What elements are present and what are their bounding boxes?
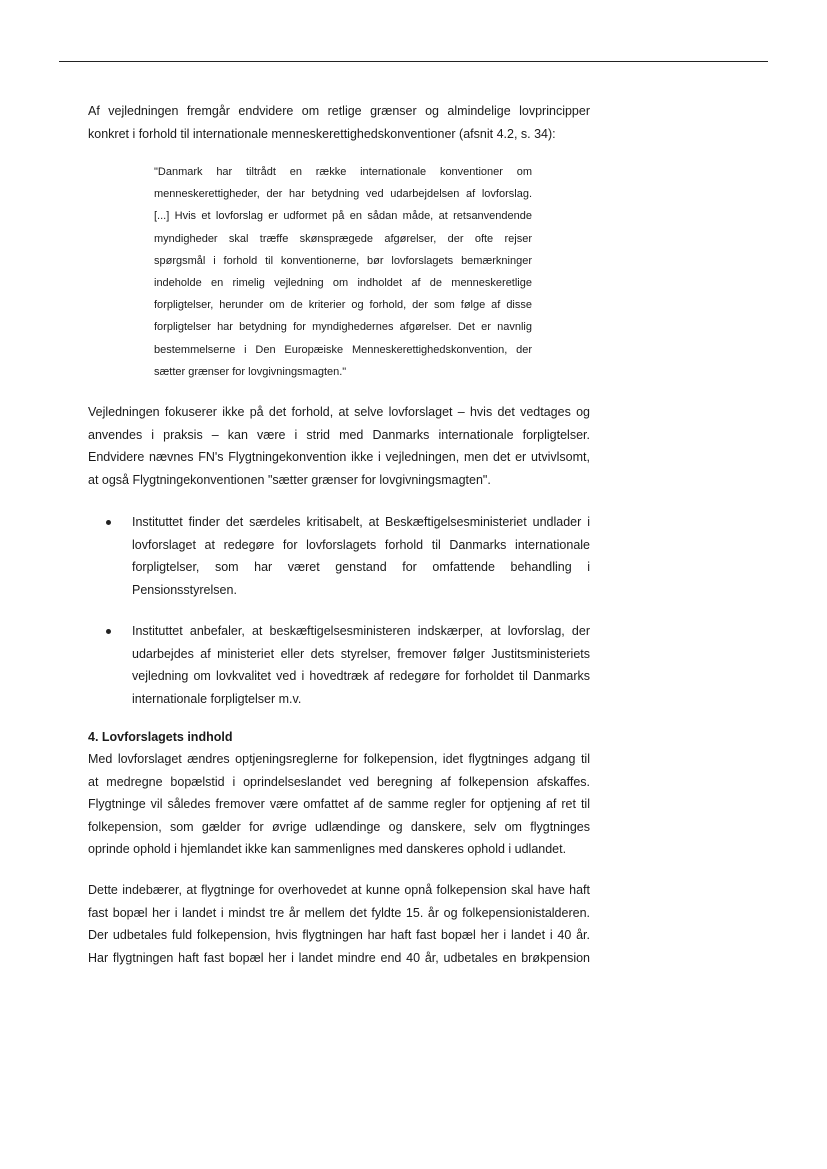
text-line: udarbejdes af ministeriet eller dets styrelser, fremover følger Justitsministeriets xyxy=(132,646,590,661)
text-line: Pensionsstyrelsen. xyxy=(132,582,237,597)
bullet-icon xyxy=(88,511,132,534)
block-quote xyxy=(154,161,532,383)
quote-line: bestemmelserne i Den Europæiske Menneskerettighedskonvention, der xyxy=(154,343,532,356)
paragraph-content xyxy=(88,748,590,861)
quote-line: forpligtelser, herunder om de kriterier og forhold, der som følge af disse xyxy=(154,299,532,312)
text-line: Dette indebærer, at flygtninge for overhovedet at kunne opnå folkepension skal have haft xyxy=(88,883,590,897)
text-line: folkepension, som gælder for øvrige udlændinge og danskere, selv om flygtninges xyxy=(88,819,590,834)
text-line: internationale forpligtelser m.v. xyxy=(132,691,302,706)
text-line: Med lovforslaget ændres optjeningsreglerne for folkepension, idet flygtninges adgang til xyxy=(88,752,590,766)
header-rule xyxy=(59,61,768,62)
text-line: Har flygtningen haft fast bopæl her i landet mindre end 40 år, udbetales en brøkpension xyxy=(88,950,590,965)
text-line: fast bopæl her i landet i mindst tre år mellem det fyldte 15. år og folkepensionistalderen. xyxy=(88,905,590,920)
text-line: Vejledningen fokuserer ikke på det forhold, at selve lovforslaget – hvis det vedtages og xyxy=(88,405,590,419)
text-line: konkret i forhold til internationale menneskerettighedskonventioner (afsnit 4.2, s. 34): xyxy=(88,126,556,141)
quote-line: myndigheder skal træffe skønsprægede afgørelser, der ofte rejser xyxy=(154,232,532,245)
text-line: Instituttet anbefaler, at beskæftigelsesministeren indskærper, at lovforslag, der xyxy=(132,624,590,638)
text-line: Instituttet finder det særdeles kritisabelt, at Beskæftigelsesministeriet undlader i xyxy=(132,515,590,529)
text-line: Der udbetales fuld folkepension, hvis flygtningen har haft fast bopæl her i landet i 40 år. xyxy=(88,928,590,942)
text-line: anvendes i praksis – kan være i strid med Danmarks internationale forpligtelser. xyxy=(88,427,590,442)
quote-line: [...] Hvis et lovforslag er udformet på en sådan måde, at retsanvendende xyxy=(154,210,532,223)
text-line: Flygtninge vil således fremover være omfattet af de samme regler for optjening af ret til xyxy=(88,797,590,811)
paragraph-implication xyxy=(88,879,590,969)
quote-line: spørgsmål i forhold til konventionerne, bør lovforslagets bemærkninger xyxy=(154,254,532,267)
section-heading: 4. Lovforslagets indhold xyxy=(88,730,233,744)
paragraph-guidance xyxy=(88,401,590,491)
bullet-item-recommendation xyxy=(88,620,590,710)
text-line: Endvidere nævnes FN's Flygtningekonvention ikke i vejledningen, men det er utvivlsomt, xyxy=(88,450,590,464)
quote-line: sætter grænser for lovgivningsmagten." xyxy=(154,365,347,378)
paragraph-intro xyxy=(88,100,590,145)
quote-line: indeholde en rimelig vejledning om indholdet af de menneskeretlige xyxy=(154,277,532,290)
text-line: lovforslaget at redegøre for lovforslagets forhold til Danmarks internationale xyxy=(132,537,590,552)
quote-line: "Danmark har tiltrådt en række internationale konventioner om xyxy=(154,166,532,178)
text-line: vejledning om lovkvalitet ved i hovedtræk af redegøre for forholdet til Danmarks xyxy=(132,669,590,683)
text-line: at medregne bopælstid i oprindelseslandet ved beregning af folkepension afskaffes. xyxy=(88,774,590,789)
text-line: forpligtelser, som har været genstand for omfattende behandling i xyxy=(132,560,590,574)
text-line: oprinde ophold i hjemlandet ikke kan sammenlignes med danskeres ophold i udlandet. xyxy=(88,842,567,856)
text-line: at også Flygtningekonventionen "sætter grænser for lovgivningsmagten". xyxy=(88,472,491,487)
bullet-icon xyxy=(88,620,132,643)
text-line: Af vejledningen fremgår endvidere om retlige grænser og almindelige lovprincipper xyxy=(88,104,590,118)
quote-line: forpligtelser har betydning for myndighedernes afgørelser. Det er navnlig xyxy=(154,321,532,334)
quote-line: menneskerettigheder, der har betydning ved udarbejdelsen af lovforslag. xyxy=(154,188,532,201)
bullet-item-critique xyxy=(88,511,590,601)
